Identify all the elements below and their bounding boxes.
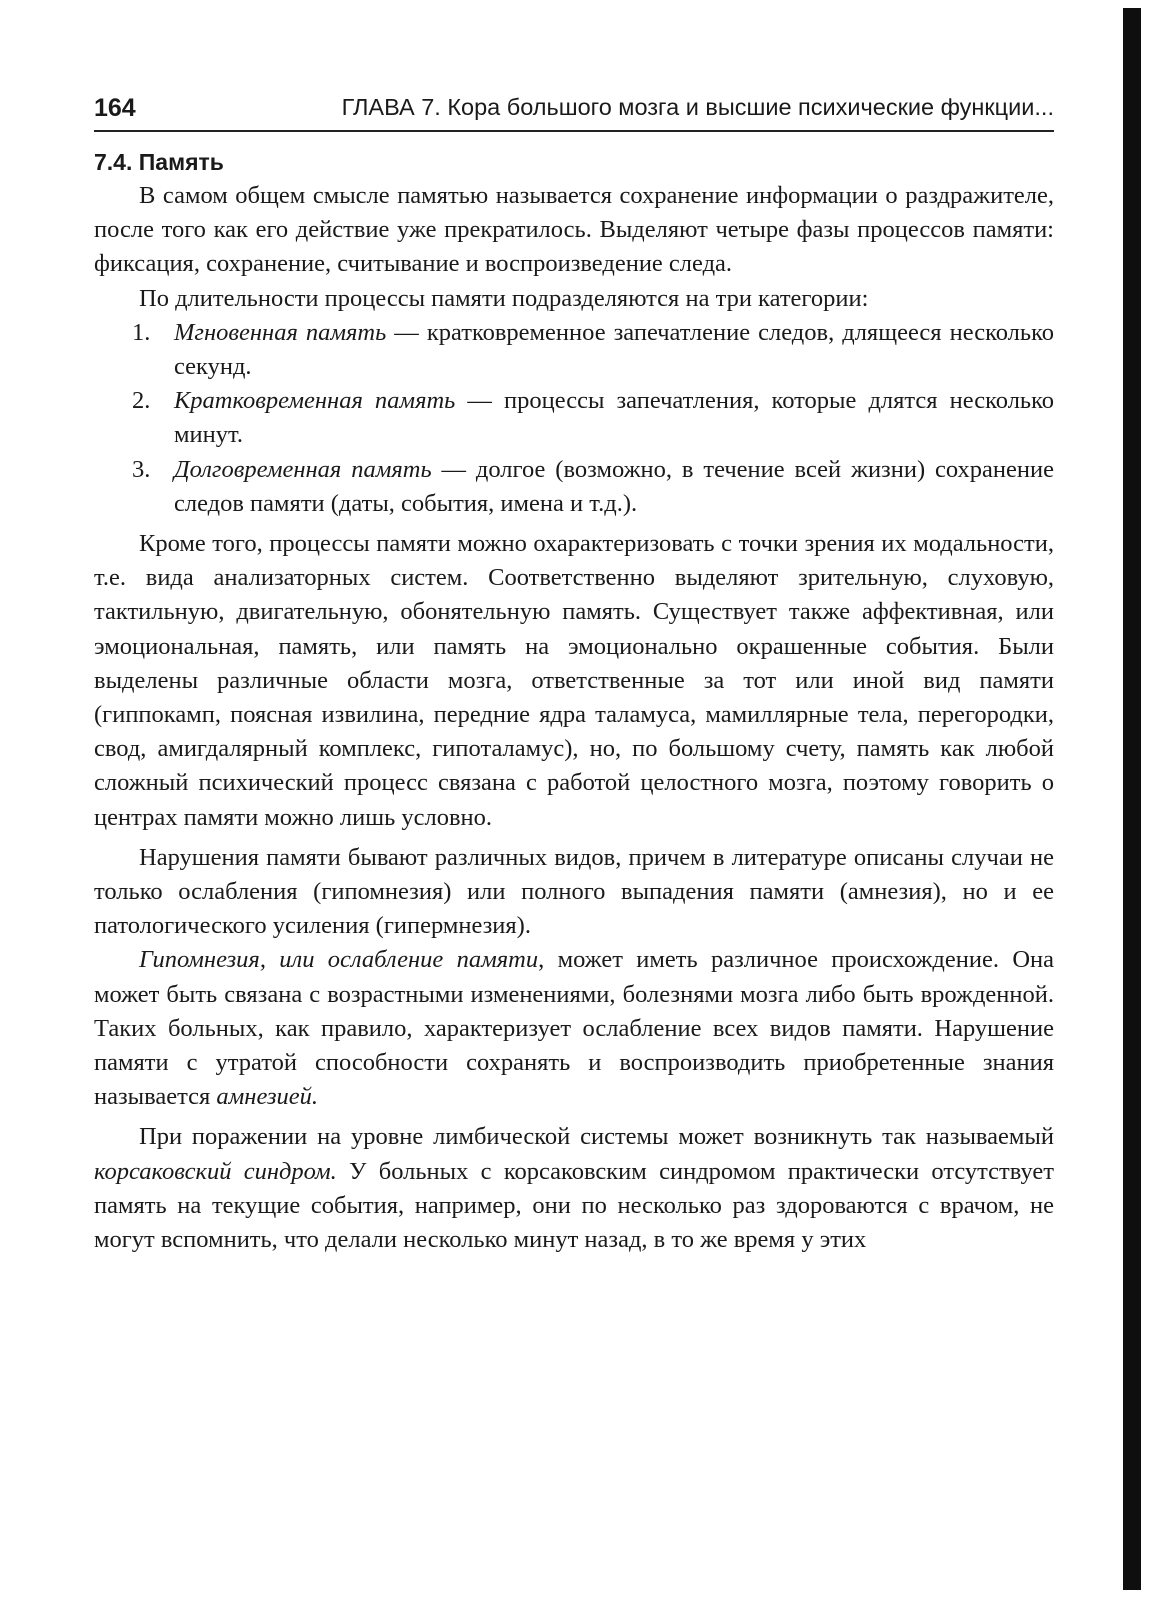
term-amnesia: амнезией. <box>216 1083 319 1111</box>
list-item-text: — процессы запечатления, которые длятся несколько минут. <box>174 387 1054 449</box>
memory-types-list <box>94 316 1054 521</box>
text-korsakoff-intro: При поражении на уровне лимбической системы может возникнуть так называемый <box>139 1123 1054 1151</box>
list-item-number: 1. <box>132 318 151 346</box>
list-item-number: 3. <box>132 455 151 483</box>
running-header <box>94 90 1054 132</box>
list-item <box>94 384 1054 452</box>
list-item-term: Кратковременная память <box>174 387 456 415</box>
paragraph-modality: Кроме того, процессы памяти можно охарактеризовать с точки зрения их модальности, т.е. вида анализаторных систем. Соответственно выделяют зрительную, слуховую, тактильную, двигательную, обонятельную память. Существует также аффективная, или эмоциональная, память, или память на эмоционально окрашенные события. Были выделены различные области мозга, ответственные за тот или иной вид памяти (гиппокамп, поясная извилина, передние ядра таламуса, мамиллярные тела, перегородки, свод, амигдалярный комплекс, гипоталамус), но, по большому счету, память как любой сложный психический процесс связана с работой целостного мозга, поэтому говорить о центрах памяти можно лишь условно. <box>94 530 1054 831</box>
text-korsakoff-body: У больных с корсаковским синдромом практически отсутствует память на текущие события, например, они по несколько раз здороваются с врачом, не могут вспомнить, что делали несколько минут назад, в то же время у этих <box>94 1157 1054 1254</box>
paragraph-korsakoff <box>94 1120 1054 1257</box>
page-number: 164 <box>94 94 136 122</box>
list-item <box>94 316 1054 384</box>
list-item-number: 2. <box>132 387 151 415</box>
section-title: 7.4. Память <box>94 149 224 175</box>
paragraph-disorders: Нарушения памяти бывают различных видов, причем в литературе описаны случаи не только ослабления (гипомнезия) или полного выпадения памяти (амнезия), но и ее патологического усиления (гипермнезия). <box>94 843 1054 940</box>
page-body <box>94 145 1054 1257</box>
paragraph-hypomnesia <box>94 943 1054 1114</box>
list-item-text: — кратковременное запечатление следов, длящееся несколько секунд. <box>174 318 1054 381</box>
paragraph-definition: В самом общем смысле памятью называется сохранение информации о раздражителе, после того как его действие уже прекратилось. Выделяют четыре фазы процессов памяти: фиксация, сохранение, считывание и воспроизведение следа. <box>94 182 1054 278</box>
running-title: ГЛАВА 7. Кора большого мозга и высшие психические функции... <box>341 94 1054 120</box>
list-item-term: Долговременная память <box>174 455 432 483</box>
text-hypomnesia: , может иметь различное происхождение. Она может быть связана с возрастными изменениями, болезнями мозга либо быть врожденной. Таких больных, как правило, характеризует ослабление всех видов памяти. Нарушение памяти с утратой способности сохранять и воспроизводить приобретенные знания называется <box>94 946 1055 1111</box>
paragraph-categories-intro: По длительности процессы памяти подразделяются на три категории: <box>139 284 869 312</box>
page-edge-shadow <box>1123 8 1141 1590</box>
term-hypomnesia: Гипомнезия, или ослабление памяти <box>139 946 539 974</box>
list-item <box>94 453 1054 521</box>
list-item-text: — долгое (возможно, в течение всей жизни) сохранение следов памяти (даты, события, имена и т.д.). <box>174 455 1054 517</box>
term-korsakoff: корсаковский синдром. <box>94 1157 337 1185</box>
list-item-term: Мгновенная память <box>174 318 387 346</box>
